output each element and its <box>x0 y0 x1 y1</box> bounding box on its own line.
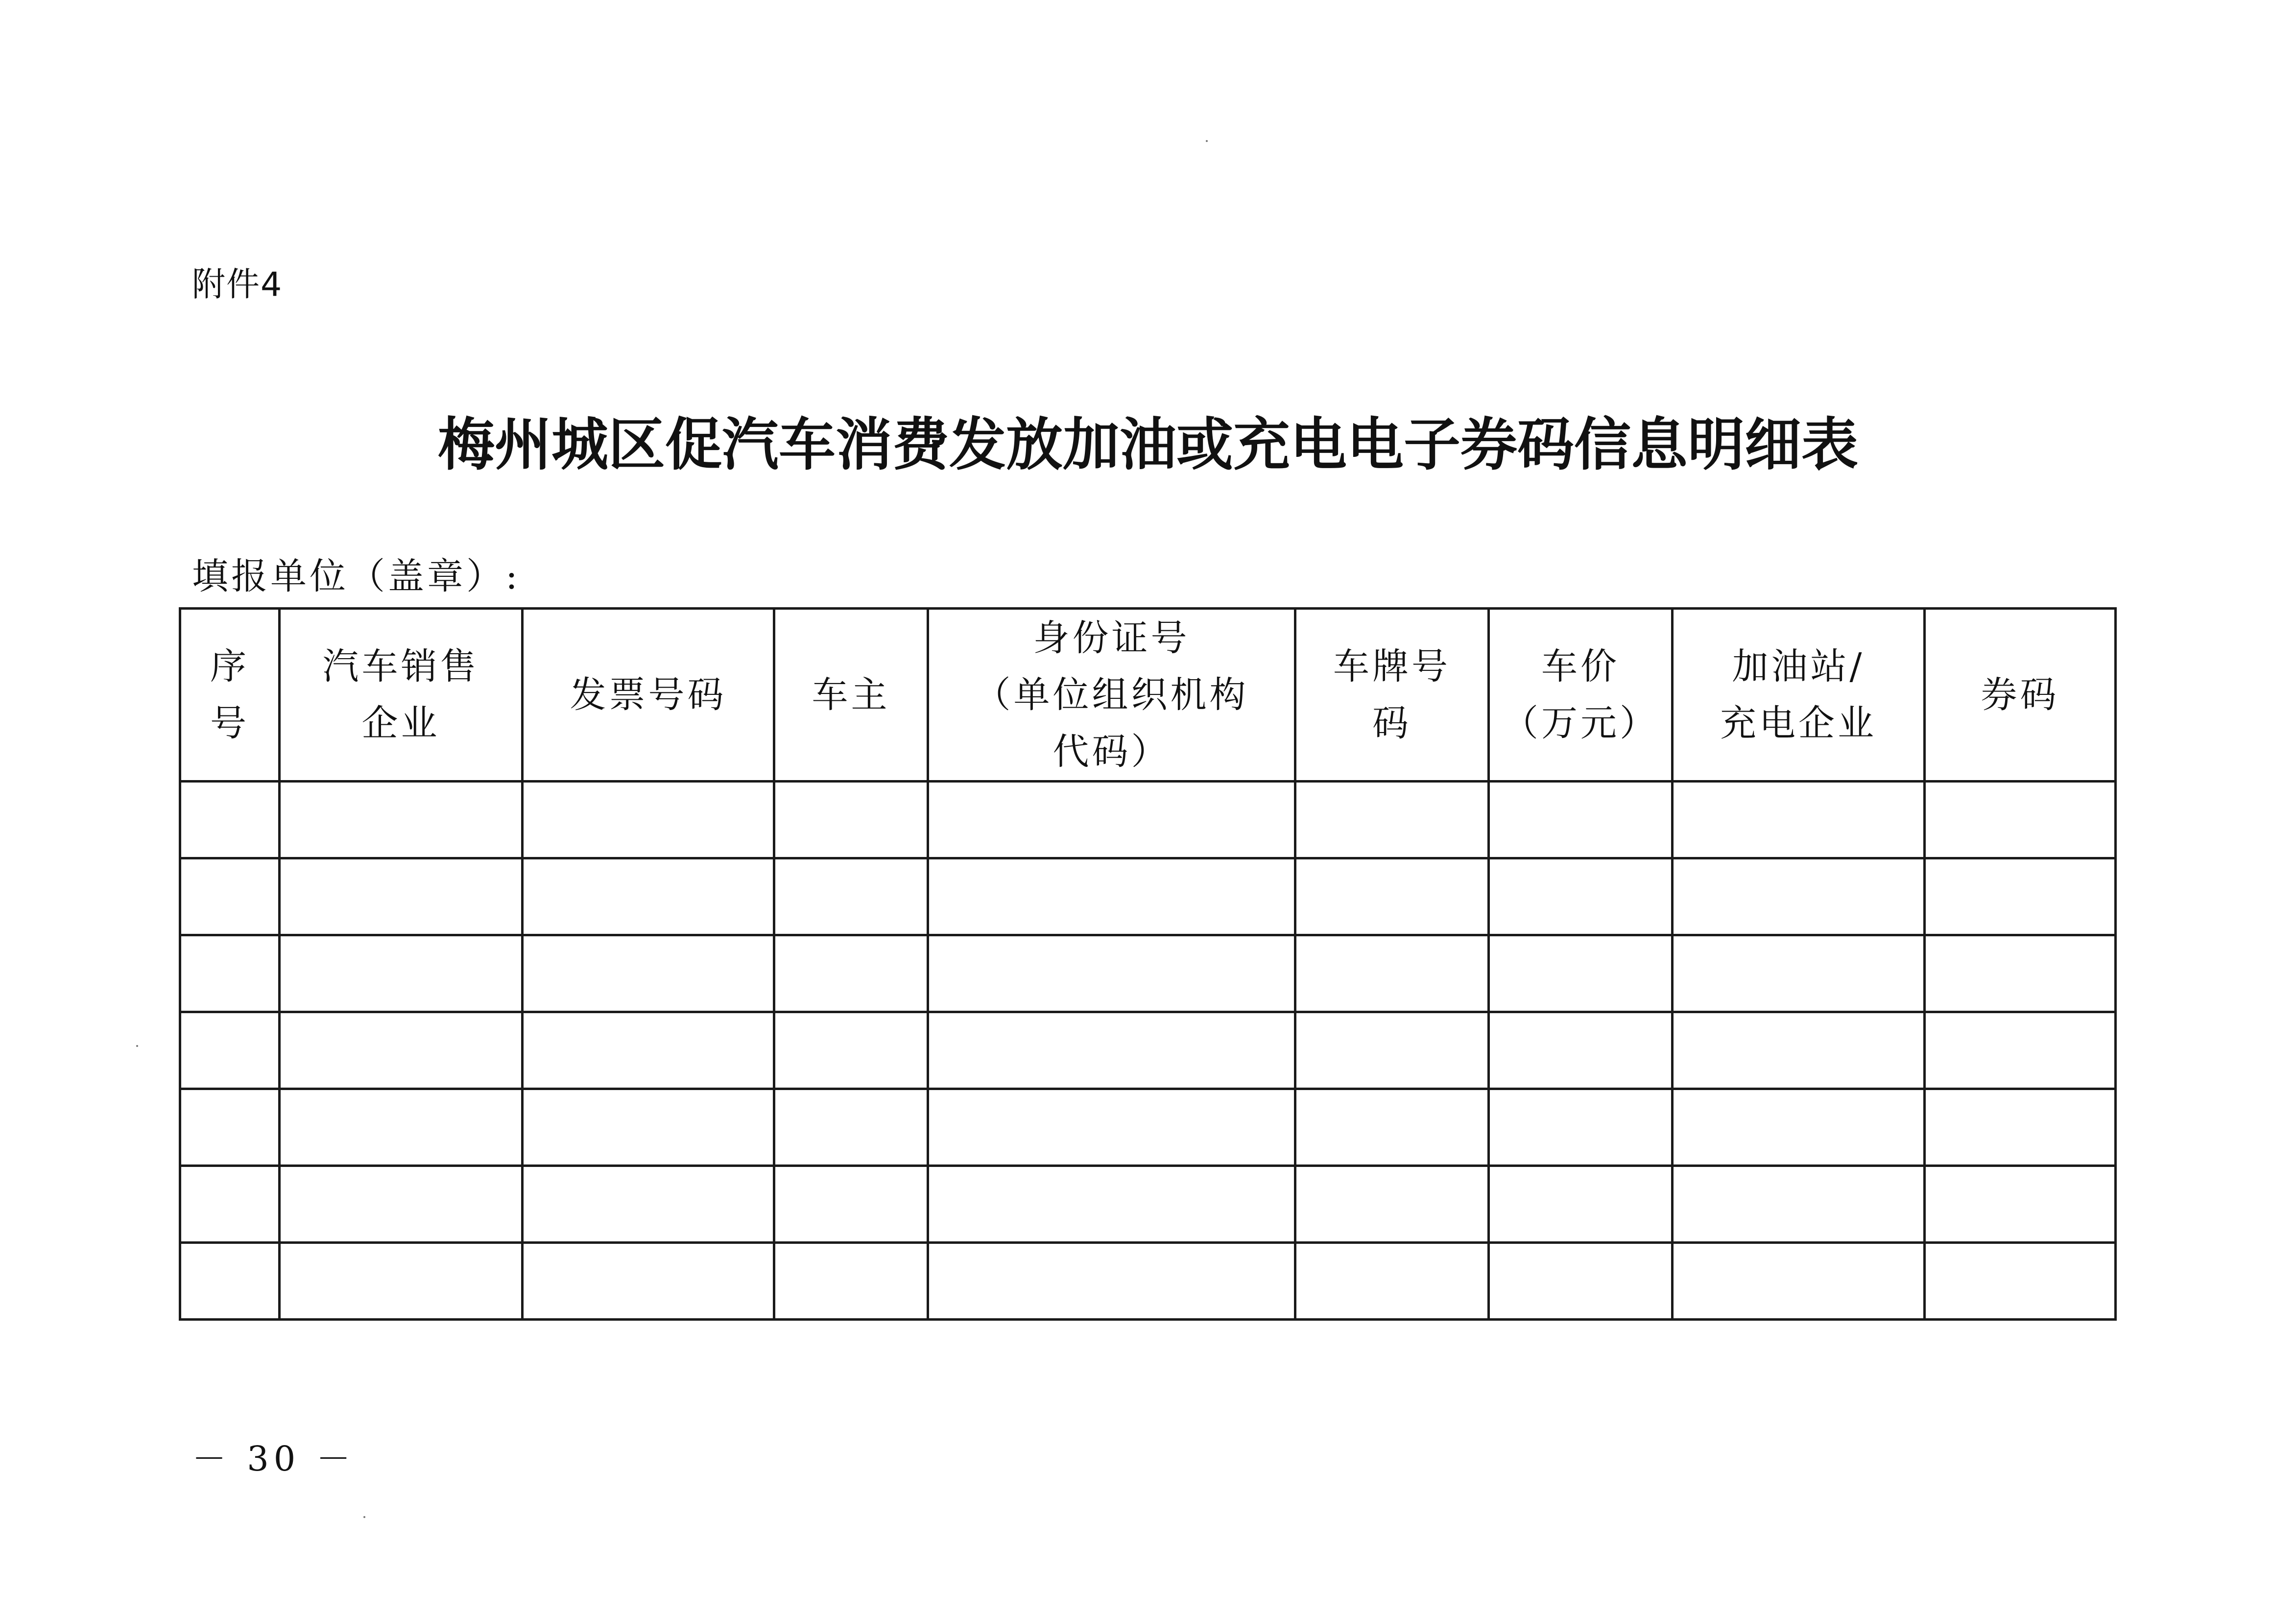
header-id-number: 身份证号 （单位组织机构 代码） <box>928 609 1295 782</box>
table-body <box>180 782 2116 1320</box>
table-cell <box>280 1243 523 1320</box>
attachment-label: 附件4 <box>192 265 283 304</box>
table-cell <box>928 1166 1295 1243</box>
table-cell <box>1489 858 1673 935</box>
table-cell <box>774 1012 928 1089</box>
table-row <box>180 782 2116 858</box>
header-invoice-number: 发票号码 <box>523 609 774 782</box>
header-plate-number: 车牌号 码 <box>1295 609 1489 782</box>
table-cell <box>280 935 523 1012</box>
header-station-company: 加油站/ 充电企业 <box>1673 609 1925 782</box>
table-cell <box>523 1012 774 1089</box>
table-cell <box>1295 1166 1489 1243</box>
table-cell <box>1925 935 2116 1012</box>
header-coupon-code: 券码 <box>1925 609 2116 782</box>
table-cell <box>523 1243 774 1320</box>
table-cell <box>1295 858 1489 935</box>
table-cell <box>774 1243 928 1320</box>
table-cell <box>1673 1243 1925 1320</box>
table-cell <box>774 1166 928 1243</box>
table-cell <box>180 1166 280 1243</box>
table-cell <box>180 1012 280 1089</box>
document-title: 梅州城区促汽车消费发放加油或充电电子券码信息明细表 <box>438 411 1858 478</box>
table-cell <box>1925 1089 2116 1166</box>
table-cell <box>1925 1012 2116 1089</box>
table-cell <box>523 935 774 1012</box>
table-cell <box>1673 1089 1925 1166</box>
table-row <box>180 1166 2116 1243</box>
table-cell <box>1295 935 1489 1012</box>
header-row <box>180 609 2116 782</box>
table-cell <box>523 1089 774 1166</box>
table-cell <box>1489 1089 1673 1166</box>
table-row <box>180 1012 2116 1089</box>
scan-speck <box>363 1516 365 1518</box>
table-cell <box>928 858 1295 935</box>
table-cell <box>1295 1089 1489 1166</box>
page-number: － 30 － <box>192 1439 356 1479</box>
table-cell <box>774 1089 928 1166</box>
table-cell <box>180 1243 280 1320</box>
table-cell <box>180 782 280 858</box>
table-row <box>180 1089 2116 1166</box>
table-cell <box>280 1012 523 1089</box>
table-cell <box>1295 1243 1489 1320</box>
table-cell <box>1925 782 2116 858</box>
table-cell <box>1489 782 1673 858</box>
table-cell <box>1925 1243 2116 1320</box>
table-cell <box>774 782 928 858</box>
table-row <box>180 858 2116 935</box>
table-cell <box>523 782 774 858</box>
header-serial-number: 序 号 <box>180 609 280 782</box>
table-cell <box>774 858 928 935</box>
table-cell <box>1295 1012 1489 1089</box>
table-cell <box>280 1089 523 1166</box>
table-cell <box>180 935 280 1012</box>
table-cell <box>523 1166 774 1243</box>
scan-speck <box>1206 140 1208 142</box>
table-cell <box>180 1089 280 1166</box>
table-cell <box>523 858 774 935</box>
table-cell <box>928 1243 1295 1320</box>
header-car-price: 车价 （万元） <box>1489 609 1673 782</box>
table-cell <box>928 1012 1295 1089</box>
table-cell <box>1673 935 1925 1012</box>
table-cell <box>1925 858 2116 935</box>
header-car-owner: 车主 <box>774 609 928 782</box>
table-cell <box>1673 1012 1925 1089</box>
table-cell <box>280 1166 523 1243</box>
table-cell <box>928 935 1295 1012</box>
reporting-unit-label: 填报单位（盖章）: <box>192 555 521 597</box>
table-cell <box>280 782 523 858</box>
table-cell <box>1489 1243 1673 1320</box>
table-cell <box>280 858 523 935</box>
table-cell <box>1673 1166 1925 1243</box>
table-cell <box>928 782 1295 858</box>
table-cell <box>1489 935 1673 1012</box>
table-cell <box>1925 1166 2116 1243</box>
table-cell <box>1673 782 1925 858</box>
table-cell <box>1489 1012 1673 1089</box>
table-cell <box>1295 782 1489 858</box>
table-row <box>180 1243 2116 1320</box>
table-cell <box>928 1089 1295 1166</box>
table-cell <box>1673 858 1925 935</box>
table-cell <box>774 935 928 1012</box>
table-row <box>180 935 2116 1012</box>
coupon-detail-table <box>179 607 2117 1321</box>
scan-speck <box>136 1045 138 1047</box>
table-cell <box>1489 1166 1673 1243</box>
table-cell <box>180 858 280 935</box>
header-car-dealer: 汽车销售 企业 <box>280 609 523 782</box>
